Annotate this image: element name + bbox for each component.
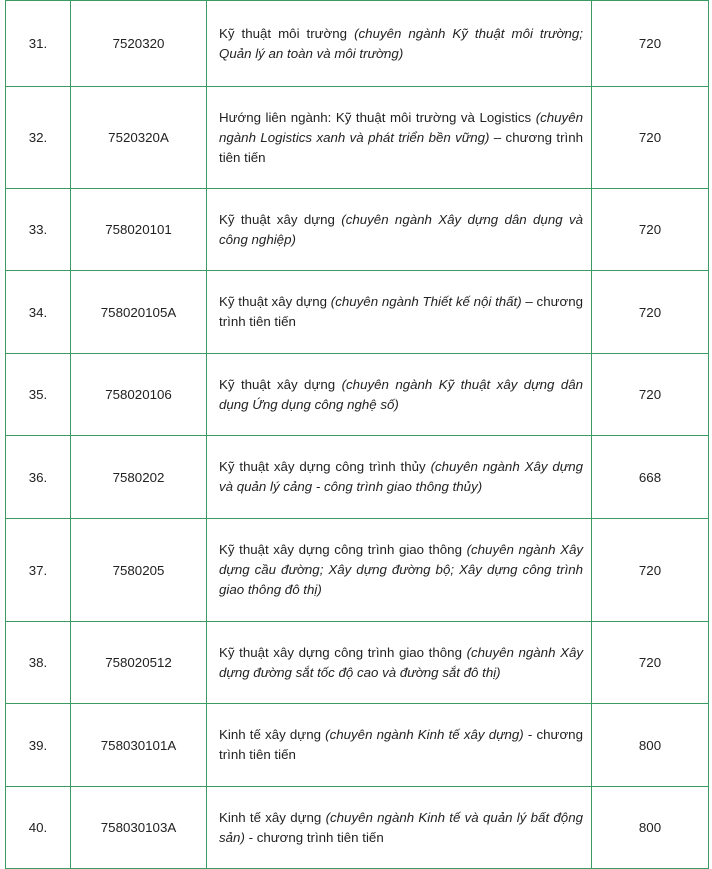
major-name: Kỹ thuật xây dựng <box>219 376 336 392</box>
major-name-cell <box>207 436 592 519</box>
table-row <box>6 787 709 869</box>
table-row <box>6 1 709 87</box>
major-specialization: (chuyên ngành Kỹ thuật xây dựng dân dụng Ứng dụng công nghệ số) <box>219 376 584 412</box>
major-specialization: (chuyên ngành Xây dựng đường sắt tốc độ cao và đường sắt đô thị) <box>219 644 583 680</box>
major-code: 7520320 <box>71 1 207 87</box>
major-name-cell <box>207 354 592 436</box>
table-row <box>6 436 709 519</box>
score-value: 800 <box>592 704 709 787</box>
major-name-cell <box>207 519 592 622</box>
major-name-cell <box>207 787 592 869</box>
admission-score-table <box>5 0 709 869</box>
table-row <box>6 519 709 622</box>
table-row <box>6 87 709 189</box>
table-row <box>6 189 709 271</box>
table-row <box>6 704 709 787</box>
major-program-type: – chương trình tiên tiến <box>219 294 583 329</box>
major-code: 758020512 <box>71 622 207 704</box>
major-specialization: (chuyên ngành Thiết kế nội thất) <box>330 294 522 309</box>
major-specialization: (chuyên ngành Kỹ thuật môi trường; Quản lý an toàn và môi trường) <box>219 25 583 61</box>
major-code: 758020101 <box>71 189 207 271</box>
score-value: 720 <box>592 271 709 354</box>
major-specialization: (chuyên ngành Kinh tế và quản lý bất động sản) <box>219 809 583 845</box>
table-row <box>6 622 709 704</box>
score-value: 720 <box>592 1 709 87</box>
major-specialization: (chuyên ngành Kinh tế xây dựng) <box>325 727 524 742</box>
table-row <box>6 354 709 436</box>
major-code: 7520320A <box>71 87 207 189</box>
score-value: 720 <box>592 189 709 271</box>
major-name: Kỹ thuật xây dựng <box>219 211 335 227</box>
row-number: 40. <box>6 787 71 869</box>
major-name: Hướng liên ngành: Kỹ thuật môi trường và Logistics <box>219 109 532 125</box>
major-name: Kỹ thuật môi trường <box>219 25 348 41</box>
major-code: 758020106 <box>71 354 207 436</box>
score-value: 668 <box>592 436 709 519</box>
major-name-cell <box>207 1 592 87</box>
score-value: 720 <box>592 87 709 189</box>
score-value: 720 <box>592 519 709 622</box>
major-name-cell <box>207 704 592 787</box>
major-code: 758030103A <box>71 787 207 869</box>
major-program-type: - chương trình tiên tiến <box>219 727 583 762</box>
row-number: 31. <box>6 1 71 87</box>
major-specialization: (chuyên ngành Xây dựng cầu đường; Xây dựng đường bộ; Xây dựng công trình giao thông đô thị) <box>219 542 583 597</box>
major-code: 758030101A <box>71 704 207 787</box>
major-name: Kỹ thuật xây dựng công trình thủy <box>219 459 426 474</box>
table-row <box>6 271 709 354</box>
major-specialization: (chuyên ngành Logistics xanh và phát triển bền vững) <box>219 109 583 145</box>
row-number: 33. <box>6 189 71 271</box>
major-name: Kỹ thuật xây dựng công trình giao thông <box>219 542 462 557</box>
major-code: 7580205 <box>71 519 207 622</box>
row-number: 34. <box>6 271 71 354</box>
row-number: 32. <box>6 87 71 189</box>
major-name-cell <box>207 189 592 271</box>
major-name-cell <box>207 271 592 354</box>
major-specialization: (chuyên ngành Xây dựng và quản lý cảng - công trình giao thông thủy) <box>219 459 583 494</box>
score-value: 800 <box>592 787 709 869</box>
major-name-cell <box>207 622 592 704</box>
row-number: 35. <box>6 354 71 436</box>
major-name: Kinh tế xây dựng <box>219 727 321 742</box>
major-name: Kinh tế xây dựng <box>219 809 322 825</box>
major-code: 7580202 <box>71 436 207 519</box>
major-name: Kỹ thuật xây dựng <box>219 294 328 309</box>
row-number: 36. <box>6 436 71 519</box>
row-number: 39. <box>6 704 71 787</box>
score-value: 720 <box>592 622 709 704</box>
major-program-type: - chương trình tiên tiến <box>244 829 384 845</box>
major-specialization: (chuyên ngành Xây dựng dân dụng và công nghiệp) <box>219 211 583 247</box>
major-code: 758020105A <box>71 271 207 354</box>
major-program-type: – chương trình tiên tiến <box>219 129 583 165</box>
row-number: 38. <box>6 622 71 704</box>
score-value: 720 <box>592 354 709 436</box>
major-name: Kỹ thuật xây dựng công trình giao thông <box>219 644 462 660</box>
major-name-cell <box>207 87 592 189</box>
row-number: 37. <box>6 519 71 622</box>
